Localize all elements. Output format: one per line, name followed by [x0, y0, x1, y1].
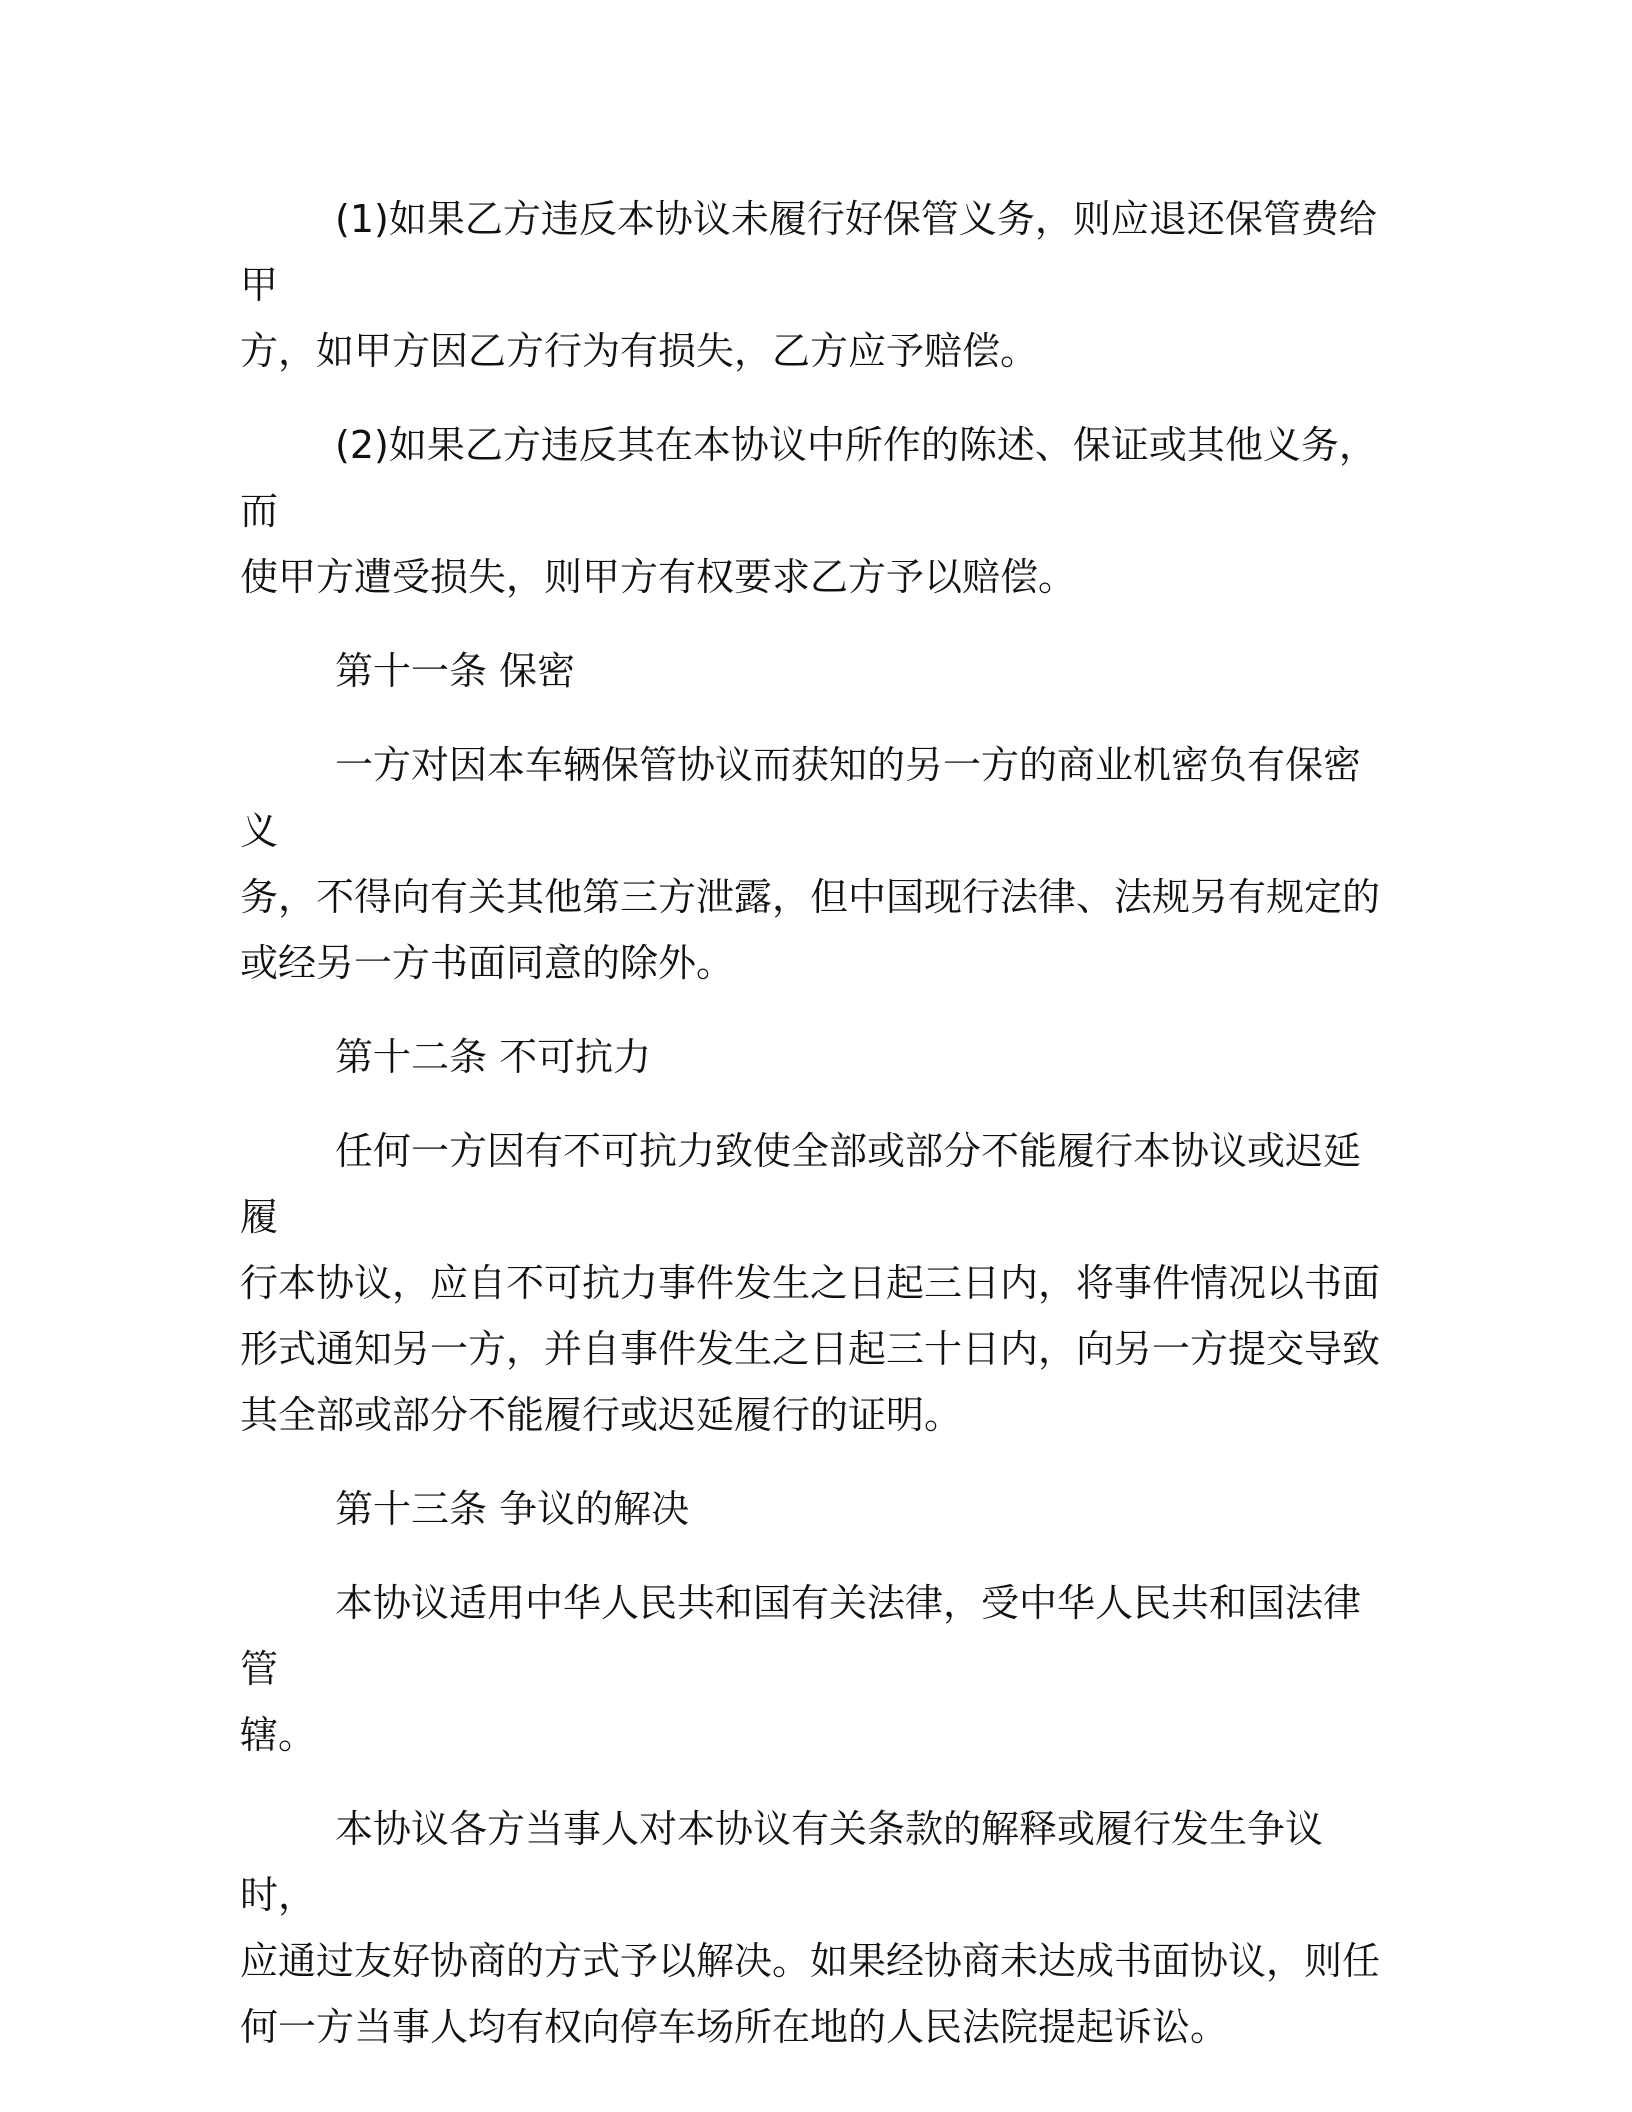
article-12-heading: 第十二条 不可抗力 [335, 1035, 652, 1079]
document-body [240, 186, 1390, 2088]
dispute-resolution-paragraph: 本协议各方当事人对本协议有关条款的解释或履行发生争议时， 应通过友好协商的方式予以解决。如果经协商未达成书面协议，则任 何一方当事人均有权向停车场所在地的人民法院提起诉讼。 [240, 1807, 1381, 2049]
article-13-heading: 第十三条 争议的解决 [335, 1487, 690, 1531]
clause-paragraph-1: (1)如果乙方违反本协议未履行好保管义务，则应退还保管费给甲 方，如甲方因乙方行为有损失，乙方应予赔偿。 [240, 197, 1377, 373]
force-majeure-paragraph: 任何一方因有不可抗力致使全部或部分不能履行本协议或迟延履 行本协议，应自不可抗力事件发生之日起三日内，将事件情况以书面 形式通知另一方，并自事件发生之日起三十日内，向另一方提交导致 其全部或部分不能履行或迟延履行的证明。 [240, 1129, 1381, 1437]
confidentiality-paragraph: 一方对因本车辆保管协议而获知的另一方的商业机密负有保密义 务，不得向有关其他第三方泄露，但中国现行法律、法规另有规定的 或经另一方书面同意的除外。 [240, 743, 1381, 985]
article-11-heading: 第十一条 保密 [335, 649, 576, 693]
clause-paragraph-2: (2)如果乙方违反其在本协议中所作的陈述、保证或其他义务，而 使甲方遭受损失，则甲方有权要求乙方予以赔偿。 [240, 423, 1377, 599]
governing-law-paragraph: 本协议适用中华人民共和国有关法律，受中华人民共和国法律管 辖。 [240, 1581, 1362, 1757]
